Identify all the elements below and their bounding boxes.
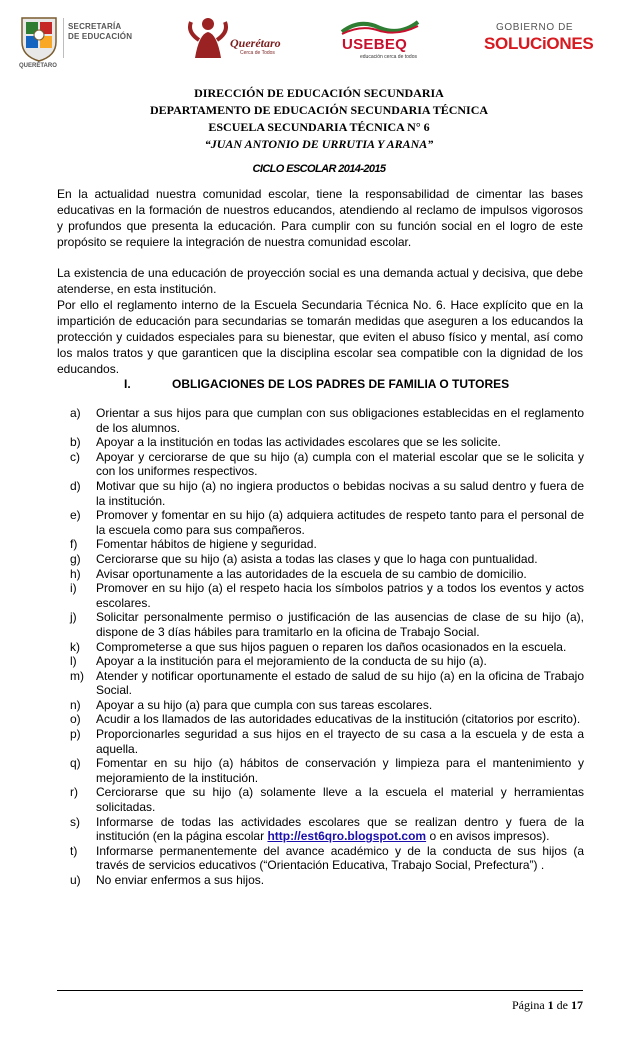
list-item: o) Acudir a los llamados de las autoridades educativas de la institución (citatorios por escrito). <box>70 712 581 727</box>
usebeq-name: USEBEQ <box>342 36 408 53</box>
usebeq-swoosh-icon <box>340 18 420 36</box>
list-item: l) Apoyar a la institución para el mejoramiento de la conducta de su hijo (a). <box>70 654 487 669</box>
queretaro-name: Querétaro <box>230 36 281 50</box>
list-item: m) Atender y notificar oportunamente el estado de salud de su hijo (a) en la oficina de Trabajo Social. <box>70 668 584 698</box>
gobierno-soluciones-logo <box>484 22 604 58</box>
page-footer <box>512 998 583 1013</box>
intro-paragraph: En la actualidad nuestra comunidad escolar, tiene la responsabilidad de cimentar las bases educativas en la formación de nuestros educandos, atendiendo al reclamo de impulsos vigorosos y profundos que presenta la educación. Para cumplir con su función social en el logro de este propósito se requiere la integración de nuestra comunidad escolar. <box>57 187 583 249</box>
queretaro-logo <box>185 14 285 60</box>
queretaro-figure-icon <box>185 14 231 60</box>
secretaria-educacion-logo <box>18 14 133 69</box>
list-item: n) Apoyar a su hijo (a) para que cumpla con sus tareas escolares. <box>70 697 433 712</box>
header-escuela: ESCUELA SECUNDARIA TÉCNICA N° 6 <box>208 120 430 134</box>
usebeq-logo <box>330 18 430 62</box>
page-word: Página <box>512 998 545 1012</box>
footer-divider <box>57 990 583 991</box>
list-item: d) Motivar que su hijo (a) no ingiera productos o bebidas nocivas a su salud dentro y fuera de la institución. <box>70 478 584 508</box>
list-item: t) Informarse permanentemente del avance académico y de la conducta de sus hijos (a través de servicios educativos (“Orientación Educativa, Trabajo Social, Prefectura”) . <box>70 843 584 873</box>
list-item: q) Fomentar en su hijo (a) hábitos de conservación y limpieza para el mantenimiento y mejoramiento de la institución. <box>70 756 584 785</box>
section-title <box>124 376 584 392</box>
list-item: a) Orientar a sus hijos para que cumplan con sus obligaciones establecidas en el reglamento de los alumnos. <box>70 406 584 435</box>
ciclo-escolar: CICLO ESCOLAR 2014-2015 <box>252 163 386 175</box>
queretaro-shield-icon <box>18 14 60 62</box>
proyeccion-paragraph: La existencia de una educación de proyección social es una demanda actual y decisiva, que debe atenderse, en esta institución. <box>57 266 583 296</box>
school-blog-link[interactable]: http://est6qro.blogspot.com <box>267 829 427 844</box>
queretaro-tagline: Cerca de Todos <box>240 50 275 56</box>
list-item: b) Apoyar a la institución en todas las actividades escolares que se les solicite. <box>70 435 501 450</box>
gobierno-line1: GOBIERNO DE <box>496 22 574 33</box>
logo-banner <box>0 0 638 70</box>
list-item: r) Cerciorarse que su hijo (a) solamente lleve a la escuela el material y herramientas solicitadas. <box>70 785 584 815</box>
list-item: e) Promover y fomentar en su hijo (a) adquiera actitudes de respeto tanto para el personal de la escuela como para sus compañeros. <box>70 508 584 537</box>
page-number: 1 <box>547 998 554 1012</box>
gobierno-line2: SOLUCiONES <box>484 34 594 53</box>
header-direccion: DIRECCIÓN DE EDUCACIÓN SECUNDARIA <box>194 86 444 100</box>
edu-line1: SECRETARÍA <box>68 22 122 31</box>
list-item: k) Comprometerse a que sus hijos paguen o reparen los daños ocasionados en la escuela. <box>70 639 567 654</box>
list-item: j) Solicitar personalmente permiso o justificación de las ausencias de clase de su hijo (a), dispone de 3 días hábiles para tramitarlo en la oficina de Trabajo Social. <box>70 610 584 639</box>
edu-line2: DE EDUCACIÓN <box>68 32 133 41</box>
list-item: u) No enviar enfermos a sus hijos. <box>70 873 265 887</box>
section-number: I. <box>124 377 131 391</box>
section-title-text: OBLIGACIONES DE LOS PADRES DE FAMILIA O TUTORES <box>172 377 510 391</box>
header-departamento: DEPARTAMENTO DE EDUCACIÓN SECUNDARIA TÉCNICA <box>149 103 489 117</box>
edu-state: QUERÉTARO <box>19 63 57 69</box>
list-item: i) Promover en su hijo (a) el respeto hacia los símbolos patrios y a todos los eventos y actos escolares. <box>70 581 584 610</box>
usebeq-tagline: educación cerca de todos <box>360 54 417 60</box>
list-item: f) Fomentar hábitos de higiene y seguridad. <box>70 537 317 552</box>
reglamento-paragraph: Por ello el reglamento interno de la Escuela Secundaria Técnica No. 6. Hace explícito que en la impartición de educación para secundarias se tomarán medidas que aseguren a los educandos la protección y cuidados especiales para su bienestar, que eviten el abuso físico y mental, así como los malos tratos y que garanticen que la disciplina escolar sea compatible con la dignidad de los educandos. <box>57 298 583 376</box>
list-item: g) Cerciorarse que su hijo (a) asista a todas las clases y que lo haga con puntualidad. <box>70 551 538 566</box>
list-item: c) Apoyar y cerciorarse de que su hijo (a) cumpla con el material escolar que se le solicita y con los uniformes respectivos. <box>70 449 584 479</box>
header-escuela-nombre: “JUAN ANTONIO DE URRUTIA Y ARANA” <box>204 137 434 151</box>
list-item: p) Proporcionarles seguridad a sus hijos en el trayecto de su casa a la escuela y de esta a aquella. <box>70 727 584 756</box>
list-item: s) Informarse de todas las actividades escolares que se realizan dentro y fuera de la institución (en la página escolar http://est6qro.blogspot.com o en avisos impresos). <box>70 814 584 844</box>
of-word: de <box>556 998 568 1012</box>
list-item: h) Avisar oportunamente a las autoridades de la escuela de su cambio de domicilio. <box>70 566 527 581</box>
obligations-list <box>70 406 584 888</box>
total-pages: 17 <box>571 998 583 1012</box>
